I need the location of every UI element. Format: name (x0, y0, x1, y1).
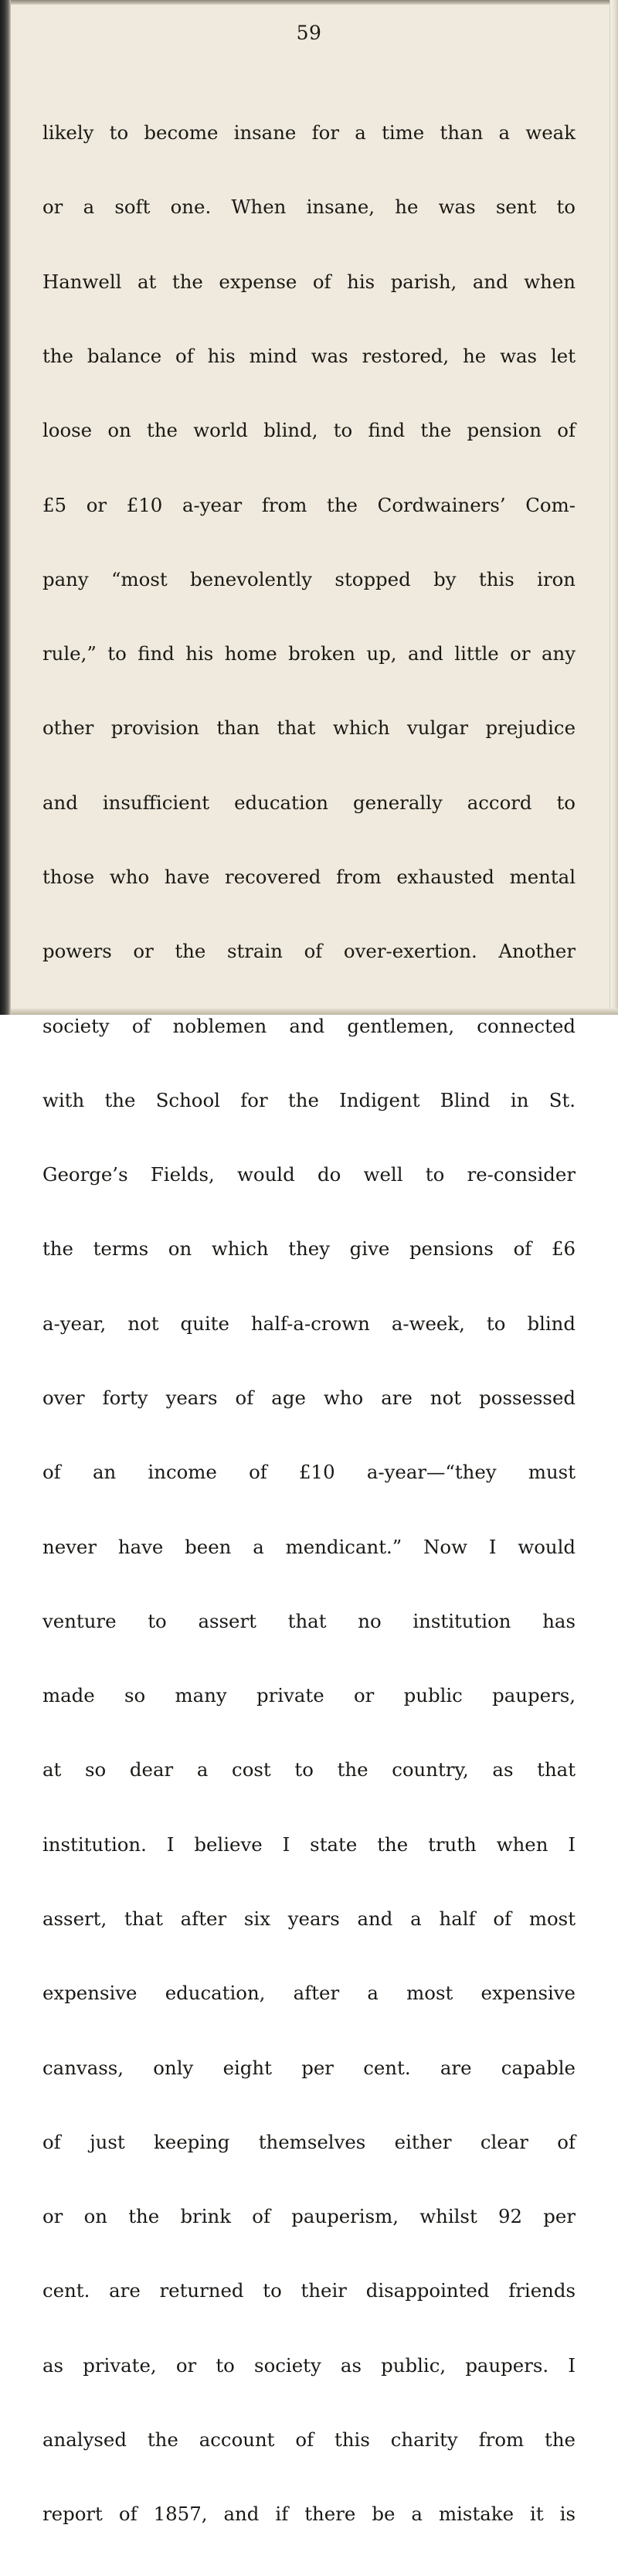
text-line: never have been a mendicant.” Now I would (42, 1535, 576, 1558)
text-line: at so dear a cost to the country, as that (42, 1758, 576, 1781)
text-line: or a soft one. When insane, he was sent to (42, 196, 576, 219)
text-line: report of 1857, and if there be a mistake it is (42, 2503, 576, 2526)
text-line: made so many private or public paupers, (42, 1684, 576, 1707)
text-line: loose on the world blind, to find the pension of (42, 419, 576, 442)
body-text (42, 71, 576, 2576)
text-line: those who have recovered from exhausted mental (42, 866, 576, 888)
text-line: as private, or to society as public, paupers. I (42, 2353, 576, 2377)
text-line: assert, that after six years and a half of most (42, 1907, 576, 1930)
text-line: over forty years of age who are not possessed (42, 1386, 576, 1409)
text-line: analysed the account of this charity from the (42, 2428, 576, 2451)
text-line: institution. I believe I state the truth when I (42, 1832, 576, 1856)
text-line: of an income of £10 a-year—“they must (42, 1461, 576, 1484)
right-page-edge (610, 0, 618, 1015)
text-line: the terms on which they give pensions of £6 (42, 1237, 576, 1261)
top-page-edge (11, 0, 618, 5)
text-line: pany “most benevolently stopped by this iron (42, 567, 576, 590)
text-line: and insufficient education generally accord to (42, 791, 576, 814)
text-line: other provision than that which vulgar prejudice (42, 716, 576, 740)
text-line: rule,” to find his home broken up, and little or any (42, 642, 576, 665)
text-line: cent. are returned to their disappointed friends (42, 2279, 576, 2302)
text-line: or on the brink of pauperism, whilst 92 per (42, 2205, 576, 2228)
text-line: of just keeping themselves either clear of (42, 2130, 576, 2153)
text-line: society of noblemen and gentlemen, connected (42, 1014, 576, 1037)
text-line: expensive education, after a most expensive (42, 1982, 576, 2005)
page-number: 59 (296, 22, 322, 44)
text-line: a-year, not quite half-a-crown a-week, to blind (42, 1312, 576, 1335)
text-line: with the School for the Indigent Blind in St. (42, 1088, 576, 1111)
text-line: Hanwell at the expense of his parish, and when (42, 270, 576, 293)
text-line: £5 or £10 a-year from the Cordwainers’ Com- (42, 493, 576, 516)
binding-edge (0, 0, 11, 1015)
text-line: likely to become insane for a time than a weak (42, 121, 576, 145)
text-line: canvass, only eight per cent. are capable (42, 2056, 576, 2079)
text-line: powers or the strain of over-exertion. Another (42, 940, 576, 963)
text-line: the balance of his mind was restored, he was let (42, 345, 576, 368)
text-line: George’s Fields, would do well to re-consider (42, 1163, 576, 1186)
text-line: venture to assert that no institution has (42, 1609, 576, 1632)
